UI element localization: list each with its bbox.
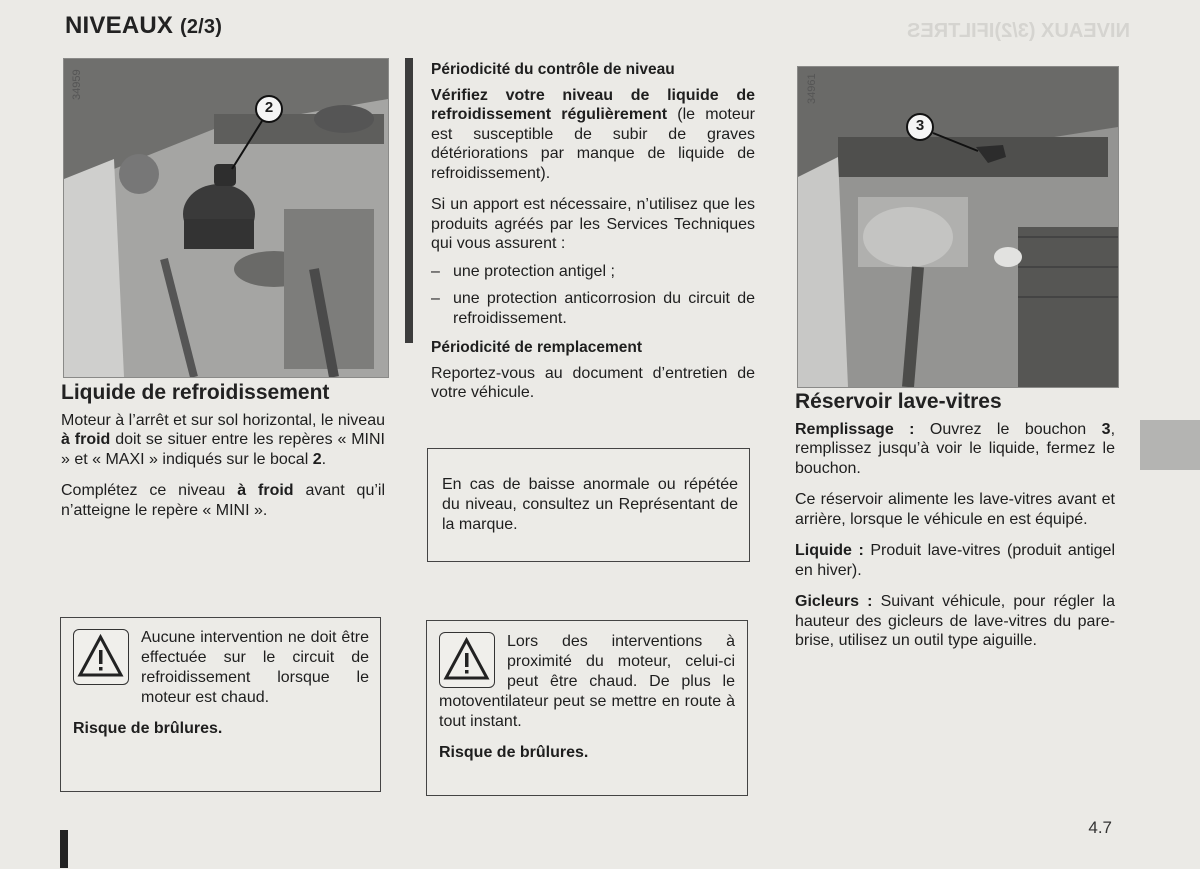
risk-label-middle: Risque de brûlures. xyxy=(439,744,589,761)
replacement-paragraph: Reportez-vous au document d’entretien de votre véhicule. xyxy=(431,364,755,401)
text: Produit lave-vitres (produit antigel en hiver). xyxy=(795,542,1116,579)
callout-2: 2 xyxy=(264,99,274,116)
bleed-through-text: NIVEAUX (3/2)IFILTRES xyxy=(907,20,1130,42)
photo-reference-right: 34961 xyxy=(806,73,818,104)
coolant-paragraph-2 xyxy=(61,481,385,520)
text: Complétez ce niveau xyxy=(61,482,238,499)
page-title xyxy=(65,12,222,40)
section-heading-washer: Réservoir lave-vitres xyxy=(795,390,1002,413)
approved-products-paragraph: Si un apport est nécessaire, n’utilisez que les produits agréés par les Services Techniques qui vous assurent : xyxy=(431,196,755,252)
text: doit se situer entre les repères « MINI » et « MAXI » indiqués sur le bocal xyxy=(61,431,385,468)
photo-reference-left: 34959 xyxy=(71,69,83,100)
middle-column xyxy=(431,60,755,415)
list-item-text: une protection antigel ; xyxy=(453,262,615,280)
warning-sentence: Lors des interventions à proximité du moteur, celui-ci peut être chaud. De plus le motoventilateur peut se mettre en route à tout instant. xyxy=(439,633,735,730)
text: (le moteur est susceptible de subir de graves détériorations par manque de liquide de refroidissement). xyxy=(431,106,756,182)
right-column xyxy=(795,392,1115,663)
column-marker-bar xyxy=(405,58,413,343)
note-box xyxy=(427,448,750,562)
page-corner-marker xyxy=(60,830,68,868)
list-item: – une protection anticorrosion du circuit de refroidissement. xyxy=(431,290,755,327)
subheading-check-interval: Périodicité du contrôle de niveau xyxy=(431,61,675,78)
list-item: – une protection antigel ; xyxy=(431,262,615,280)
text: Suivant véhicule, pour régler la hauteur des gicleurs de lave-vitres du pare-brise, utilisez un outil type aiguille. xyxy=(795,593,1115,649)
page-title-sub: (2/3) xyxy=(179,16,223,38)
left-column xyxy=(61,383,385,532)
bold-text: Remplissage : xyxy=(795,420,915,438)
supply-paragraph: Ce réservoir alimente les lave-vitres avant et arrière, lorsque le véhicule en est équipé. xyxy=(795,491,1115,528)
note-text: En cas de baisse anormale ou répétée du niveau, consultez un Représentant de la marque. xyxy=(442,476,738,533)
check-paragraph xyxy=(431,86,755,184)
text: avant qu’il n’atteigne le repère « MINI ». xyxy=(61,482,386,519)
washer-reservoir-photo xyxy=(797,66,1119,388)
section-heading-coolant: Liquide de refroidissement xyxy=(61,381,330,404)
warning-box-middle xyxy=(426,620,748,796)
bold-text: Gicleurs : xyxy=(795,593,873,610)
coolant-reservoir-photo xyxy=(63,58,389,378)
bold-text: 3 xyxy=(1101,420,1111,438)
warning-text-left: Aucune intervention ne doit être effectuée sur le circuit de refroidissement lorsque le moteur est chaud. xyxy=(141,629,369,706)
text: Moteur à l’arrêt et sur sol horizontal, le niveau xyxy=(61,411,385,429)
callout-3: 3 xyxy=(915,117,925,134)
warning-box-left xyxy=(60,617,381,792)
subheading-replacement-interval: Périodicité de remplacement xyxy=(431,339,643,356)
page-number: 4.7 xyxy=(1088,818,1112,837)
warning-triangle-icon xyxy=(73,629,129,685)
list-item-text: une protection anticorrosion du circuit de refroidissement. xyxy=(453,290,755,327)
warning-text-middle xyxy=(439,632,735,732)
text: . xyxy=(321,450,327,468)
page-title-main: NIVEAUX xyxy=(65,12,174,39)
text: Ouvrez le bouchon xyxy=(914,420,1102,438)
text: , remplissez jusqu’à voir le liquide, fermez le bouchon. xyxy=(795,420,1116,477)
filling-paragraph xyxy=(795,420,1115,479)
bold-text: à froid xyxy=(61,431,111,448)
risk-label-left: Risque de brûlures. xyxy=(73,720,223,737)
bold-text: 2 xyxy=(312,450,322,468)
liquid-paragraph xyxy=(795,541,1115,580)
bold-text: Liquide : xyxy=(795,542,864,559)
jets-paragraph xyxy=(795,592,1115,651)
coolant-paragraph-1 xyxy=(61,411,385,470)
bold-text: Vérifiez votre niveau de liquide de refroidissement régulièrement xyxy=(431,86,755,123)
section-thumb-tab xyxy=(1140,420,1200,470)
bold-text: à froid xyxy=(237,482,294,499)
